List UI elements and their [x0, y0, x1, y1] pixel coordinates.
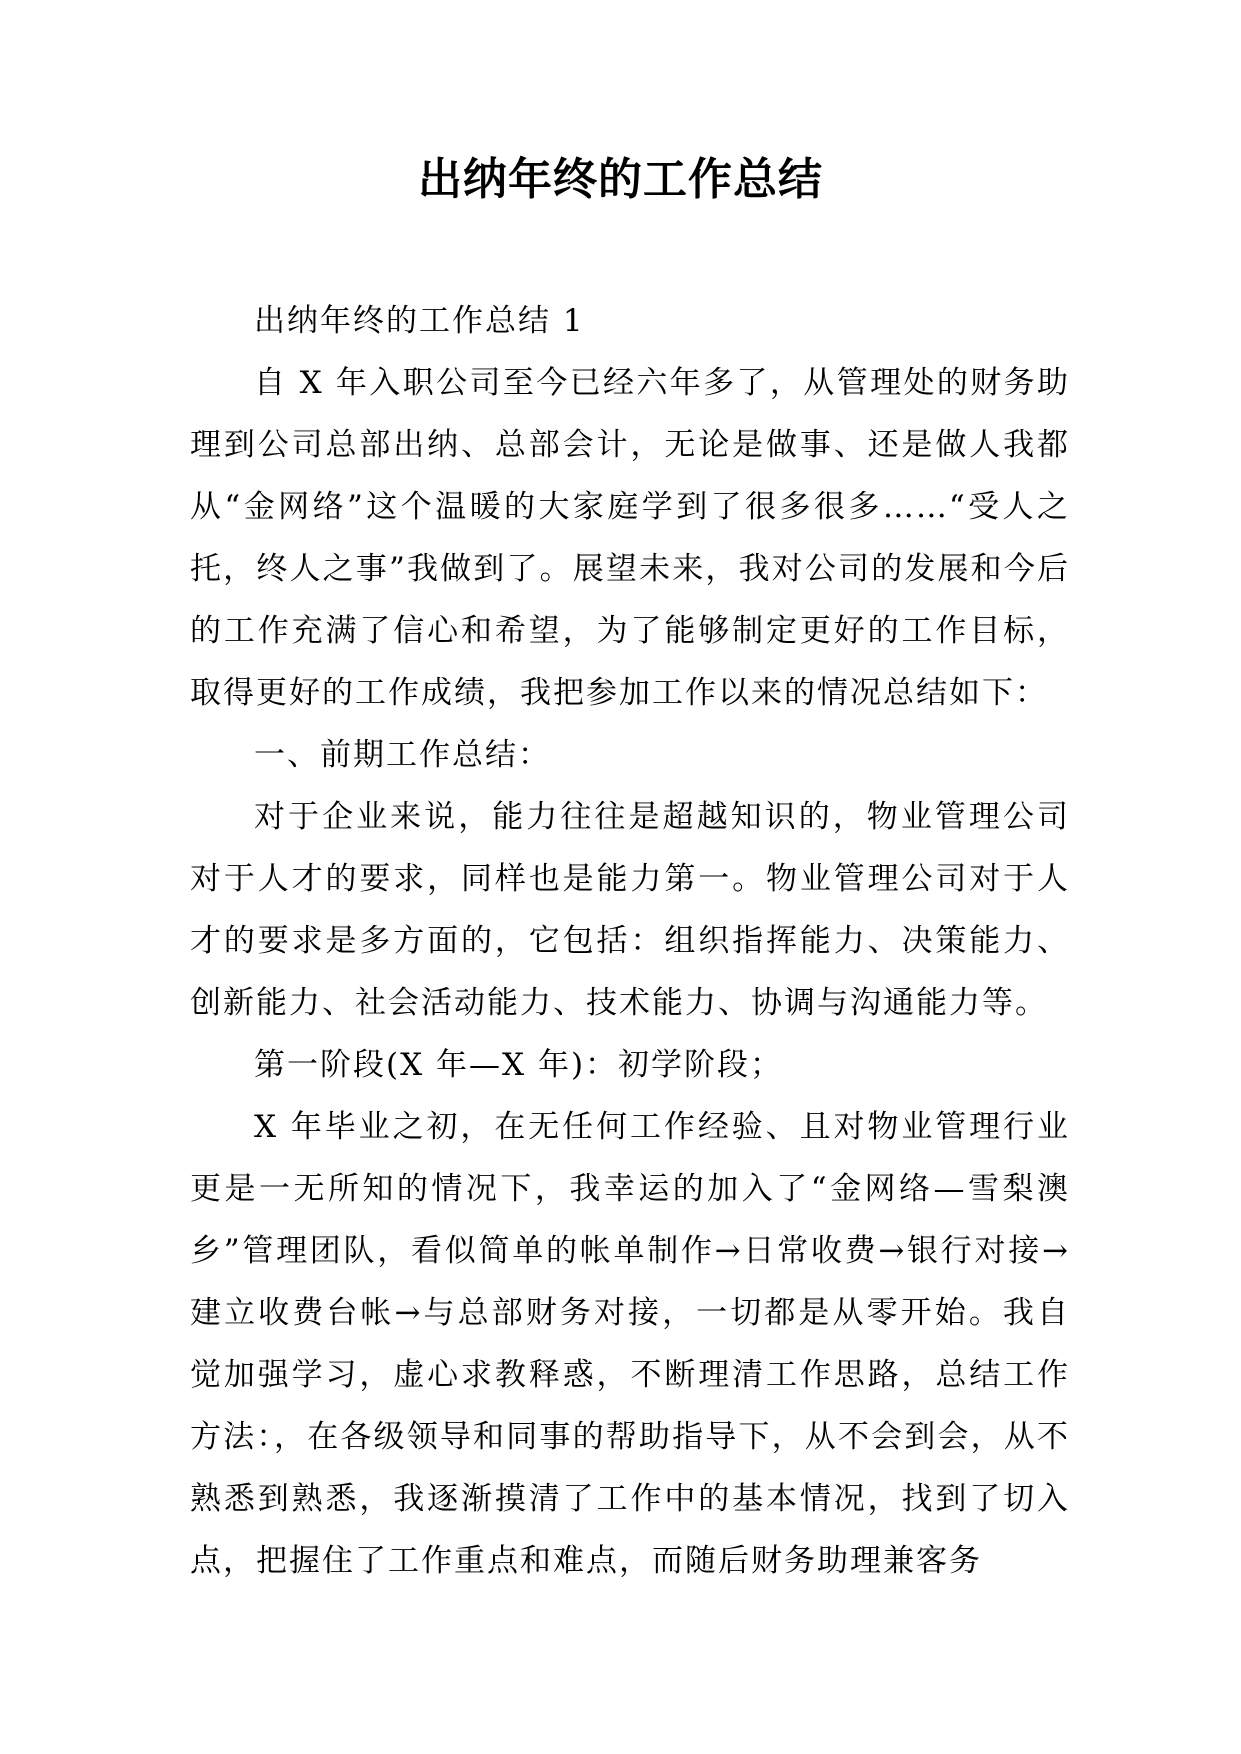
stage-heading: 第一阶段(X 年—X 年)：初学阶段；: [254, 1047, 784, 1083]
intro-paragraph: 自 X 年入职公司至今已经六年多了，从管理处的财务助理到公司总部出纳、总部会计，无论是做事、还是做人我都从“金网络”这个温暖的大家庭学到了很多很多……“受人之托，终人之事”我做到了。展望未来，我对公司的发展和今后的工作充满了信心和希望，为了能够制定更好的工作目标，取得更好的工作成绩，我把参加工作以来的情况总结如下：: [190, 365, 1070, 711]
document-title: 出纳年终的工作总结: [418, 154, 823, 205]
subsection-heading: 一、前期工作总结：: [254, 737, 551, 773]
section-heading: 出纳年终的工作总结 1: [254, 303, 585, 339]
paragraph: 对于企业来说，能力往往是超越知识的，物业管理公司对于人才的要求，同样也是能力第一。物业管理公司对于人才的要求是多方面的，它包括：组织指挥能力、决策能力、创新能力、社会活动能力、技术能力、协调与沟通能力等。: [190, 799, 1070, 1021]
paragraph: X 年毕业之初，在无任何工作经验、且对物业管理行业更是一无所知的情况下，我幸运的加入了“金网络—雪梨澳乡”管理团队，看似简单的帐单制作→日常收费→银行对接→建立收费台帐→与总部财务对接，一切都是从零开始。我自觉加强学习，虚心求教释惑，不断理清工作思路，总结工作方法：，在各级领导和同事的帮助指导下，从不会到会，从不熟悉到熟悉，我逐渐摸清了工作中的基本情况，找到了切入点，把握住了工作重点和难点，而随后财务助理兼客务: [190, 1109, 1070, 1579]
document-body: [190, 290, 1070, 1592]
